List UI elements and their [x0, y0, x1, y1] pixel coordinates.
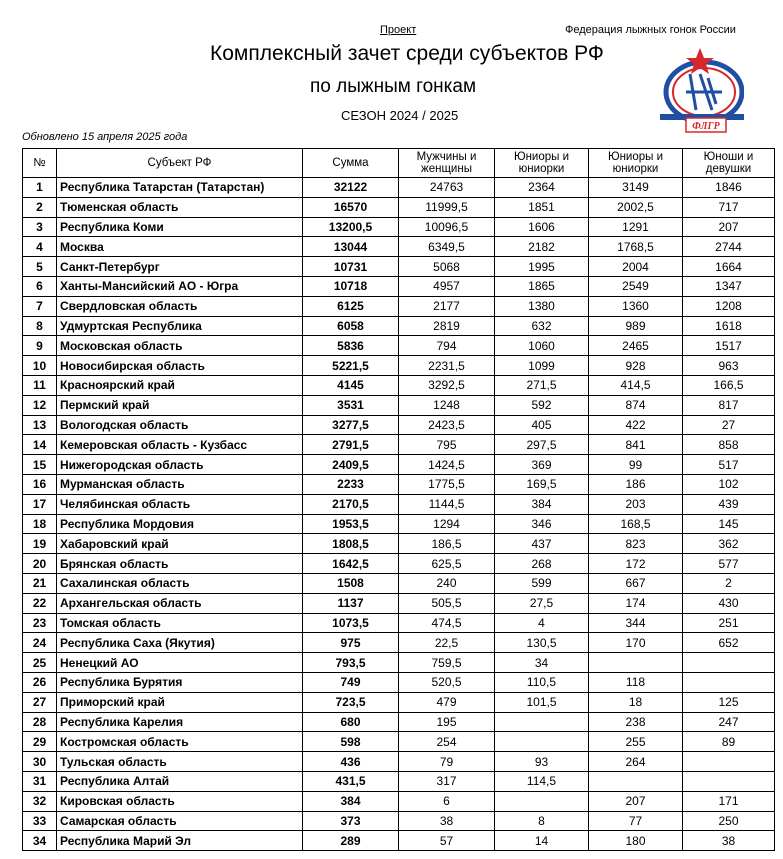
- cell-men-women: 759,5: [399, 653, 495, 673]
- cell-youth: 2: [683, 573, 775, 593]
- cell-juniors-b: 255: [589, 732, 683, 752]
- cell-youth: 2744: [683, 237, 775, 257]
- col-number: №: [23, 149, 57, 178]
- cell-men-women: 1144,5: [399, 494, 495, 514]
- cell-number: 28: [23, 712, 57, 732]
- cell-men-women: 317: [399, 771, 495, 791]
- cell-number: 27: [23, 692, 57, 712]
- cell-sum: 6058: [303, 316, 399, 336]
- project-label: Проект: [380, 24, 417, 36]
- cell-juniors-b: 344: [589, 613, 683, 633]
- cell-juniors-a: 110,5: [495, 672, 589, 692]
- cell-subject: Санкт-Петербург: [57, 257, 303, 277]
- table-row: [23, 435, 775, 455]
- cell-juniors-a: 592: [495, 395, 589, 415]
- cell-sum: 1137: [303, 593, 399, 613]
- cell-men-women: 240: [399, 573, 495, 593]
- cell-men-women: 24763: [399, 178, 495, 198]
- cell-juniors-a: [495, 712, 589, 732]
- cell-youth: 171: [683, 791, 775, 811]
- cell-subject: Нижегородская область: [57, 455, 303, 475]
- cell-youth: 166,5: [683, 375, 775, 395]
- cell-subject: Костромская область: [57, 732, 303, 752]
- cell-youth: 27: [683, 415, 775, 435]
- cell-subject: Республика Карелия: [57, 712, 303, 732]
- federation-label: Федерация лыжных гонок России: [565, 24, 736, 36]
- cell-juniors-b: 18: [589, 692, 683, 712]
- cell-subject: Республика Алтай: [57, 771, 303, 791]
- cell-sum: 1508: [303, 573, 399, 593]
- cell-men-women: 2423,5: [399, 415, 495, 435]
- cell-number: 6: [23, 276, 57, 296]
- cell-number: 1: [23, 178, 57, 198]
- cell-men-women: 1775,5: [399, 474, 495, 494]
- table-row: [23, 197, 775, 217]
- cell-men-women: 57: [399, 831, 495, 851]
- cell-men-women: 254: [399, 732, 495, 752]
- cell-youth: 89: [683, 732, 775, 752]
- cell-juniors-a: 405: [495, 415, 589, 435]
- cell-subject: Кировская область: [57, 791, 303, 811]
- cell-sum: 6125: [303, 296, 399, 316]
- cell-number: 12: [23, 395, 57, 415]
- table-row: [23, 356, 775, 376]
- cell-subject: Красноярский край: [57, 375, 303, 395]
- cell-sum: 5221,5: [303, 356, 399, 376]
- cell-juniors-b: 2002,5: [589, 197, 683, 217]
- cell-men-women: 474,5: [399, 613, 495, 633]
- cell-men-women: 1424,5: [399, 455, 495, 475]
- cell-juniors-b: 186: [589, 474, 683, 494]
- cell-number: 14: [23, 435, 57, 455]
- table-row: [23, 455, 775, 475]
- cell-youth: [683, 771, 775, 791]
- cell-subject: Республика Татарстан (Татарстан): [57, 178, 303, 198]
- cell-juniors-b: 168,5: [589, 514, 683, 534]
- col-youth: [683, 149, 775, 178]
- cell-number: 29: [23, 732, 57, 752]
- cell-juniors-b: 1291: [589, 217, 683, 237]
- cell-youth: 125: [683, 692, 775, 712]
- cell-number: 21: [23, 573, 57, 593]
- cell-juniors-a: 1099: [495, 356, 589, 376]
- cell-subject: Республика Саха (Якутия): [57, 633, 303, 653]
- cell-juniors-b: 2465: [589, 336, 683, 356]
- cell-subject: Сахалинская область: [57, 573, 303, 593]
- table-row: [23, 692, 775, 712]
- cell-men-women: 10096,5: [399, 217, 495, 237]
- cell-men-women: 2819: [399, 316, 495, 336]
- cell-youth: 439: [683, 494, 775, 514]
- table-row: [23, 613, 775, 633]
- cell-juniors-a: 1995: [495, 257, 589, 277]
- cell-juniors-b: 414,5: [589, 375, 683, 395]
- cell-youth: 1208: [683, 296, 775, 316]
- cell-number: 34: [23, 831, 57, 851]
- cell-sum: 1073,5: [303, 613, 399, 633]
- cell-juniors-b: 928: [589, 356, 683, 376]
- cell-juniors-a: [495, 732, 589, 752]
- table-row: [23, 474, 775, 494]
- cell-juniors-a: 4: [495, 613, 589, 633]
- table-row: [23, 791, 775, 811]
- cell-sum: 13044: [303, 237, 399, 257]
- cell-subject: Брянская область: [57, 554, 303, 574]
- cell-juniors-b: 841: [589, 435, 683, 455]
- table-row: [23, 573, 775, 593]
- cell-number: 18: [23, 514, 57, 534]
- table-row: [23, 276, 775, 296]
- cell-youth: 247: [683, 712, 775, 732]
- table-row: [23, 593, 775, 613]
- cell-number: 5: [23, 257, 57, 277]
- col-juniors-a: [495, 149, 589, 178]
- cell-juniors-a: 1060: [495, 336, 589, 356]
- cell-juniors-a: [495, 791, 589, 811]
- table-row: [23, 296, 775, 316]
- cell-subject: Хабаровский край: [57, 534, 303, 554]
- cell-subject: Томская область: [57, 613, 303, 633]
- cell-subject: Республика Марий Эл: [57, 831, 303, 851]
- cell-juniors-a: 14: [495, 831, 589, 851]
- cell-men-women: 625,5: [399, 554, 495, 574]
- table-row: [23, 811, 775, 831]
- cell-juniors-a: 130,5: [495, 633, 589, 653]
- cell-sum: 975: [303, 633, 399, 653]
- cell-men-women: 11999,5: [399, 197, 495, 217]
- cell-juniors-a: 599: [495, 573, 589, 593]
- cell-juniors-b: 989: [589, 316, 683, 336]
- cell-subject: Республика Мордовия: [57, 514, 303, 534]
- table-row: [23, 534, 775, 554]
- cell-sum: 680: [303, 712, 399, 732]
- cell-youth: 817: [683, 395, 775, 415]
- cell-sum: 10718: [303, 276, 399, 296]
- cell-youth: [683, 672, 775, 692]
- cell-juniors-b: 2004: [589, 257, 683, 277]
- cell-number: 24: [23, 633, 57, 653]
- cell-men-women: 795: [399, 435, 495, 455]
- cell-men-women: 4957: [399, 276, 495, 296]
- cell-subject: Тульская область: [57, 752, 303, 772]
- cell-juniors-b: 118: [589, 672, 683, 692]
- cell-youth: 38: [683, 831, 775, 851]
- cell-number: 10: [23, 356, 57, 376]
- cell-youth: 1347: [683, 276, 775, 296]
- cell-number: 19: [23, 534, 57, 554]
- cell-sum: 598: [303, 732, 399, 752]
- table-row: [23, 494, 775, 514]
- cell-number: 8: [23, 316, 57, 336]
- cell-subject: Свердловская область: [57, 296, 303, 316]
- table-row: [23, 178, 775, 198]
- cell-number: 22: [23, 593, 57, 613]
- cell-youth: 858: [683, 435, 775, 455]
- cell-sum: 723,5: [303, 692, 399, 712]
- cell-men-women: 22,5: [399, 633, 495, 653]
- cell-juniors-b: 823: [589, 534, 683, 554]
- cell-men-women: 195: [399, 712, 495, 732]
- cell-juniors-a: 114,5: [495, 771, 589, 791]
- cell-number: 17: [23, 494, 57, 514]
- table-row: [23, 712, 775, 732]
- table-row: [23, 395, 775, 415]
- table-row: [23, 514, 775, 534]
- flgr-logo-icon: [660, 44, 744, 134]
- cell-subject: Челябинская область: [57, 494, 303, 514]
- cell-number: 26: [23, 672, 57, 692]
- cell-men-women: 38: [399, 811, 495, 831]
- table-row: [23, 336, 775, 356]
- cell-juniors-a: 93: [495, 752, 589, 772]
- cell-subject: Республика Бурятия: [57, 672, 303, 692]
- table-row: [23, 771, 775, 791]
- cell-juniors-b: 180: [589, 831, 683, 851]
- cell-sum: 2170,5: [303, 494, 399, 514]
- cell-youth: 1846: [683, 178, 775, 198]
- cell-sum: 436: [303, 752, 399, 772]
- table-row: [23, 633, 775, 653]
- col-sum: Сумма: [303, 149, 399, 178]
- cell-juniors-b: [589, 771, 683, 791]
- cell-juniors-a: 1380: [495, 296, 589, 316]
- cell-sum: 3277,5: [303, 415, 399, 435]
- cell-juniors-b: 170: [589, 633, 683, 653]
- cell-subject: Московская область: [57, 336, 303, 356]
- table-body: [23, 178, 775, 851]
- cell-juniors-a: 101,5: [495, 692, 589, 712]
- cell-men-women: 479: [399, 692, 495, 712]
- logo-text: ФЛГР: [692, 121, 720, 132]
- cell-juniors-b: 99: [589, 455, 683, 475]
- cell-juniors-a: 437: [495, 534, 589, 554]
- cell-subject: Ханты-Мансийский АО - Югра: [57, 276, 303, 296]
- cell-youth: 1517: [683, 336, 775, 356]
- cell-youth: 207: [683, 217, 775, 237]
- cell-youth: 145: [683, 514, 775, 534]
- cell-juniors-a: 346: [495, 514, 589, 534]
- cell-subject: Пермский край: [57, 395, 303, 415]
- cell-juniors-b: 3149: [589, 178, 683, 198]
- cell-youth: 1618: [683, 316, 775, 336]
- cell-subject: Новосибирская область: [57, 356, 303, 376]
- cell-men-women: 79: [399, 752, 495, 772]
- cell-juniors-b: [589, 653, 683, 673]
- cell-juniors-b: 264: [589, 752, 683, 772]
- cell-men-women: 2177: [399, 296, 495, 316]
- cell-sum: 2233: [303, 474, 399, 494]
- cell-subject: Кемеровская область - Кузбасс: [57, 435, 303, 455]
- cell-sum: 749: [303, 672, 399, 692]
- cell-juniors-a: 2182: [495, 237, 589, 257]
- cell-number: 30: [23, 752, 57, 772]
- table-row: [23, 653, 775, 673]
- season-label: СЕЗОН 2024 / 2025: [341, 108, 459, 123]
- cell-juniors-b: 174: [589, 593, 683, 613]
- cell-juniors-a: 369: [495, 455, 589, 475]
- cell-juniors-a: 2364: [495, 178, 589, 198]
- cell-number: 16: [23, 474, 57, 494]
- cell-number: 15: [23, 455, 57, 475]
- col-men-women-label: Мужчины и женщины: [416, 151, 477, 175]
- table-row: [23, 237, 775, 257]
- cell-number: 23: [23, 613, 57, 633]
- cell-sum: 289: [303, 831, 399, 851]
- cell-sum: 373: [303, 811, 399, 831]
- cell-sum: 10731: [303, 257, 399, 277]
- cell-youth: 517: [683, 455, 775, 475]
- cell-juniors-b: 77: [589, 811, 683, 831]
- table-row: [23, 752, 775, 772]
- cell-subject: Мурманская область: [57, 474, 303, 494]
- table-header-row: [23, 149, 775, 178]
- cell-youth: 717: [683, 197, 775, 217]
- cell-number: 20: [23, 554, 57, 574]
- page-title: Комплексный зачет среди субъектов РФ: [210, 42, 604, 65]
- cell-men-women: 505,5: [399, 593, 495, 613]
- page-subtitle: по лыжным гонкам: [310, 76, 477, 97]
- cell-youth: 362: [683, 534, 775, 554]
- col-juniors-b-label: Юниоры и юниорки: [607, 151, 664, 175]
- cell-sum: 2409,5: [303, 455, 399, 475]
- table-row: [23, 257, 775, 277]
- updated-date: Обновлено 15 апреля 2025 года: [22, 131, 188, 143]
- cell-youth: 102: [683, 474, 775, 494]
- cell-subject: Москва: [57, 237, 303, 257]
- cell-men-women: 794: [399, 336, 495, 356]
- cell-juniors-b: 667: [589, 573, 683, 593]
- cell-sum: 4145: [303, 375, 399, 395]
- col-men-women: [399, 149, 495, 178]
- cell-men-women: 186,5: [399, 534, 495, 554]
- cell-sum: 1642,5: [303, 554, 399, 574]
- cell-sum: 16570: [303, 197, 399, 217]
- cell-number: 7: [23, 296, 57, 316]
- cell-sum: 2791,5: [303, 435, 399, 455]
- table-row: [23, 375, 775, 395]
- cell-subject: Приморский край: [57, 692, 303, 712]
- standings-table: [22, 148, 775, 851]
- cell-juniors-b: 172: [589, 554, 683, 574]
- cell-men-women: 6: [399, 791, 495, 811]
- cell-juniors-b: 1360: [589, 296, 683, 316]
- cell-juniors-a: 1865: [495, 276, 589, 296]
- cell-juniors-a: 632: [495, 316, 589, 336]
- cell-men-women: 1248: [399, 395, 495, 415]
- cell-men-women: 1294: [399, 514, 495, 534]
- cell-number: 13: [23, 415, 57, 435]
- cell-juniors-a: 1851: [495, 197, 589, 217]
- cell-juniors-a: 268: [495, 554, 589, 574]
- table-row: [23, 732, 775, 752]
- cell-men-women: 5068: [399, 257, 495, 277]
- cell-juniors-a: 169,5: [495, 474, 589, 494]
- cell-youth: 963: [683, 356, 775, 376]
- cell-subject: Архангельская область: [57, 593, 303, 613]
- cell-subject: Удмуртская Республика: [57, 316, 303, 336]
- cell-youth: 250: [683, 811, 775, 831]
- cell-juniors-b: 238: [589, 712, 683, 732]
- cell-juniors-a: 8: [495, 811, 589, 831]
- cell-number: 3: [23, 217, 57, 237]
- cell-men-women: 3292,5: [399, 375, 495, 395]
- cell-sum: 793,5: [303, 653, 399, 673]
- cell-number: 9: [23, 336, 57, 356]
- cell-number: 4: [23, 237, 57, 257]
- cell-youth: [683, 752, 775, 772]
- cell-number: 2: [23, 197, 57, 217]
- cell-youth: 1664: [683, 257, 775, 277]
- cell-subject: Тюменская область: [57, 197, 303, 217]
- cell-youth: 430: [683, 593, 775, 613]
- col-youth-label: Юноши и девушки: [703, 151, 754, 175]
- cell-juniors-a: 271,5: [495, 375, 589, 395]
- table-row: [23, 672, 775, 692]
- cell-juniors-b: 422: [589, 415, 683, 435]
- table-row: [23, 831, 775, 851]
- cell-juniors-b: 2549: [589, 276, 683, 296]
- cell-juniors-a: 297,5: [495, 435, 589, 455]
- cell-sum: 384: [303, 791, 399, 811]
- cell-youth: [683, 653, 775, 673]
- cell-juniors-b: 874: [589, 395, 683, 415]
- cell-juniors-a: 1606: [495, 217, 589, 237]
- cell-youth: 577: [683, 554, 775, 574]
- cell-juniors-b: 207: [589, 791, 683, 811]
- cell-sum: 13200,5: [303, 217, 399, 237]
- cell-juniors-a: 27,5: [495, 593, 589, 613]
- cell-subject: Республика Коми: [57, 217, 303, 237]
- cell-sum: 1953,5: [303, 514, 399, 534]
- cell-sum: 3531: [303, 395, 399, 415]
- cell-juniors-b: 203: [589, 494, 683, 514]
- cell-youth: 251: [683, 613, 775, 633]
- cell-men-women: 520,5: [399, 672, 495, 692]
- table-row: [23, 415, 775, 435]
- cell-number: 31: [23, 771, 57, 791]
- cell-subject: Самарская область: [57, 811, 303, 831]
- col-juniors-b: [589, 149, 683, 178]
- col-juniors-a-label: Юниоры и юниорки: [513, 151, 570, 175]
- cell-youth: 652: [683, 633, 775, 653]
- cell-juniors-a: 34: [495, 653, 589, 673]
- cell-number: 33: [23, 811, 57, 831]
- cell-sum: 1808,5: [303, 534, 399, 554]
- cell-subject: Ненецкий АО: [57, 653, 303, 673]
- cell-sum: 431,5: [303, 771, 399, 791]
- cell-men-women: 6349,5: [399, 237, 495, 257]
- cell-juniors-a: 384: [495, 494, 589, 514]
- col-subject: Субъект РФ: [57, 149, 303, 178]
- cell-men-women: 2231,5: [399, 356, 495, 376]
- cell-subject: Вологодская область: [57, 415, 303, 435]
- table-row: [23, 554, 775, 574]
- cell-number: 32: [23, 791, 57, 811]
- cell-sum: 5836: [303, 336, 399, 356]
- cell-number: 11: [23, 375, 57, 395]
- cell-sum: 32122: [303, 178, 399, 198]
- table-row: [23, 316, 775, 336]
- cell-number: 25: [23, 653, 57, 673]
- table-row: [23, 217, 775, 237]
- cell-juniors-b: 1768,5: [589, 237, 683, 257]
